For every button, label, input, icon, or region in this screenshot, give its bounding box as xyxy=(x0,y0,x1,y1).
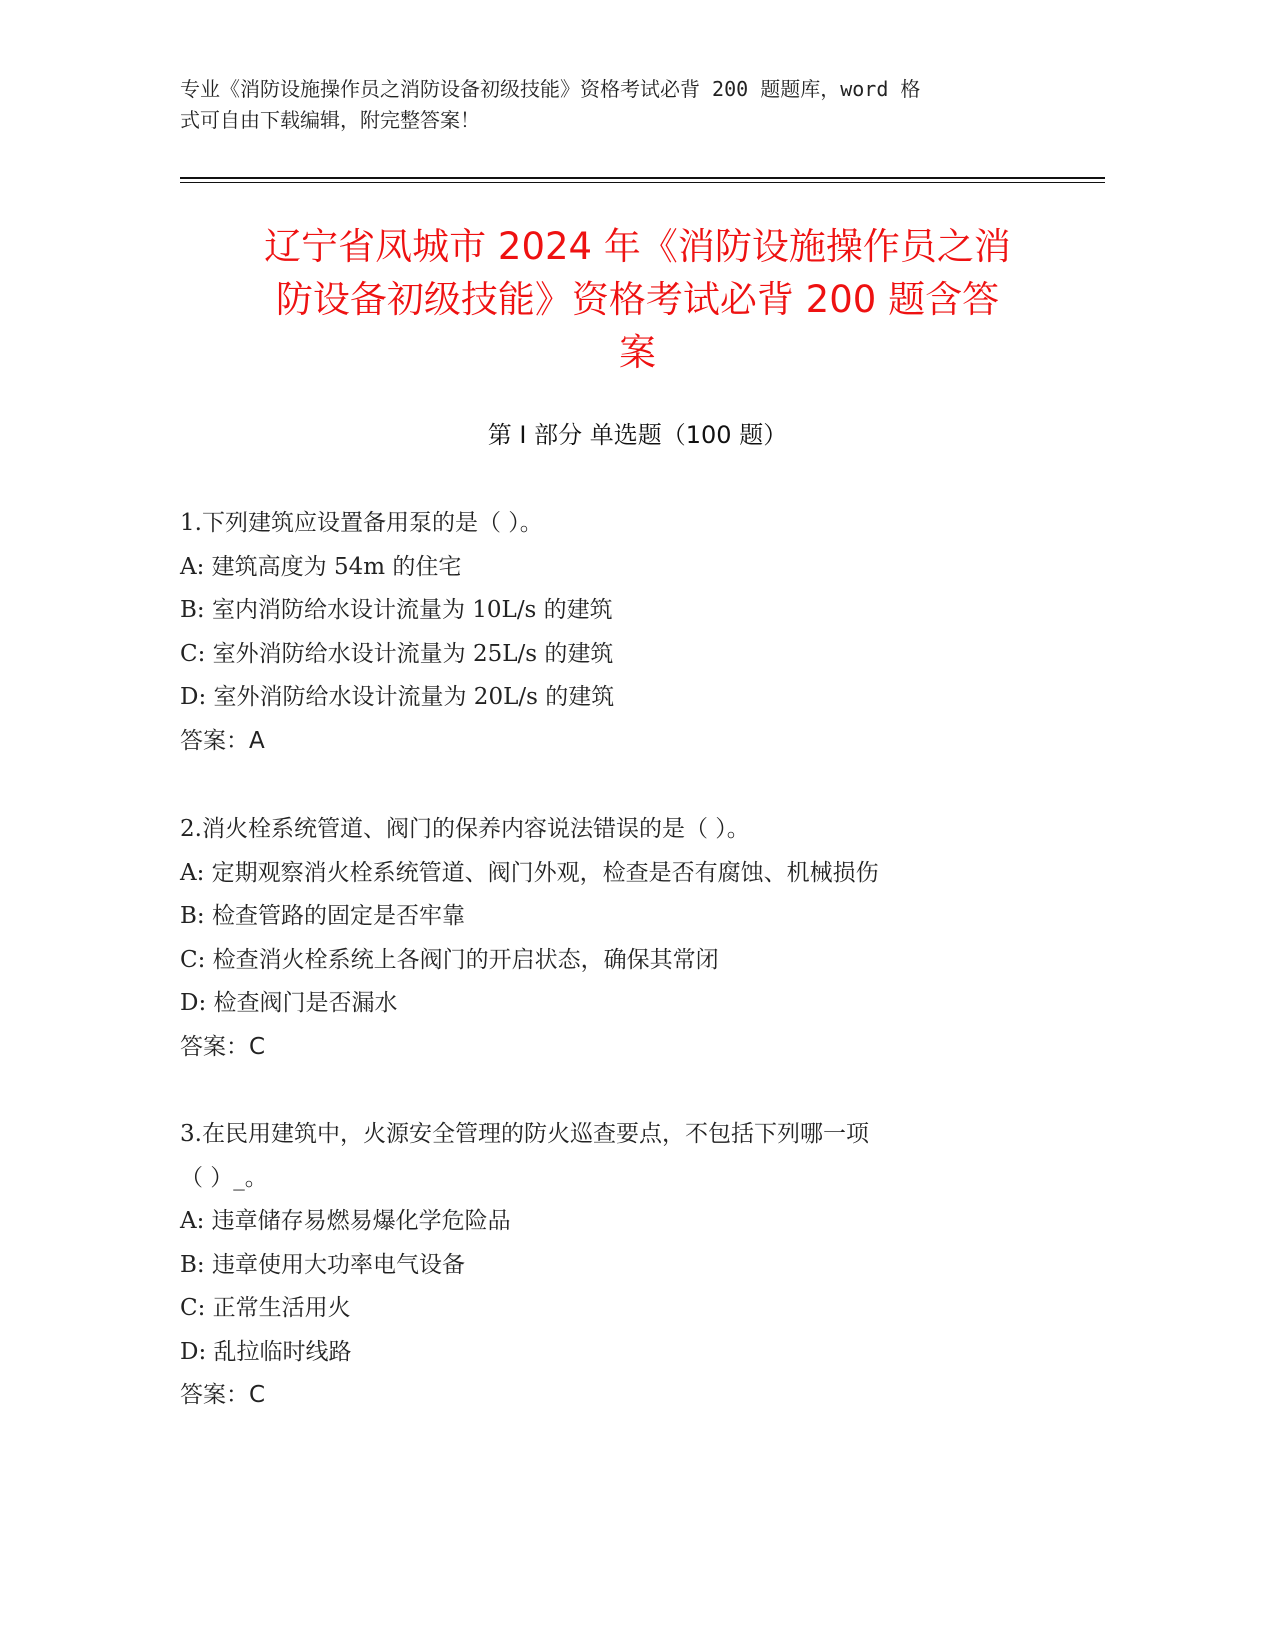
section-heading: 第 I 部分 单选题（100 题） xyxy=(487,421,788,449)
document-title-line: 防设备初级技能》资格考试必背 200 题含答 xyxy=(275,278,1000,321)
question-stem-continued: （ ）_。 xyxy=(180,1164,268,1191)
option-c: C: 检查消火栓系统上各阀门的开启状态，确保其常闭 xyxy=(180,946,719,973)
document-title-line: 辽宁省凤城市 2024 年《消防设施操作员之消 xyxy=(264,225,1011,268)
header-note-line: 式可自由下载编辑，附完整答案！ xyxy=(180,108,480,132)
option-c: C: 正常生活用火 xyxy=(180,1295,351,1321)
answer-label: 答案：C xyxy=(180,1033,266,1060)
header-note xyxy=(180,74,1060,136)
option-d: D: 乱拉临时线路 xyxy=(180,1338,352,1365)
question-stem: 2.消火栓系统管道、阀门的保养内容说法错误的是（ ）。 xyxy=(180,816,750,842)
header-divider-thin xyxy=(180,182,1105,183)
option-a: A: 定期观察消火栓系统管道、阀门外观，检查是否有腐蚀、机械损伤 xyxy=(180,859,879,886)
option-d: D: 检查阀门是否漏水 xyxy=(180,990,398,1016)
question-2 xyxy=(180,808,1060,1069)
document-title-line: 案 xyxy=(619,331,656,374)
option-c: C: 室外消防给水设计流量为 25L/s 的建筑 xyxy=(180,640,614,667)
header-divider-thick xyxy=(180,177,1105,179)
option-b: B: 检查管路的固定是否牢靠 xyxy=(180,903,465,929)
question-stem: 3.在民用建筑中，火源安全管理的防火巡查要点，不包括下列哪一项 xyxy=(180,1121,869,1147)
question-stem: 1.下列建筑应设置备用泵的是（ ）。 xyxy=(180,510,543,536)
option-b: B: 室内消防给水设计流量为 10L/s 的建筑 xyxy=(180,597,613,623)
option-a: A: 建筑高度为 54m 的住宅 xyxy=(180,553,462,580)
option-a: A: 违章储存易燃易爆化学危险品 xyxy=(180,1208,511,1234)
header-note-line: 专业《消防设施操作员之消防设备初级技能》资格考试必背 200 题题库，word 格 xyxy=(180,77,921,101)
answer-label: 答案：A xyxy=(180,727,265,754)
option-b: B: 违章使用大功率电气设备 xyxy=(180,1251,465,1278)
question-3 xyxy=(180,1113,1060,1418)
document-title xyxy=(180,220,1095,379)
answer-label: 答案：C xyxy=(180,1382,266,1408)
option-d: D: 室外消防给水设计流量为 20L/s 的建筑 xyxy=(180,684,615,710)
question-1 xyxy=(180,502,1060,763)
